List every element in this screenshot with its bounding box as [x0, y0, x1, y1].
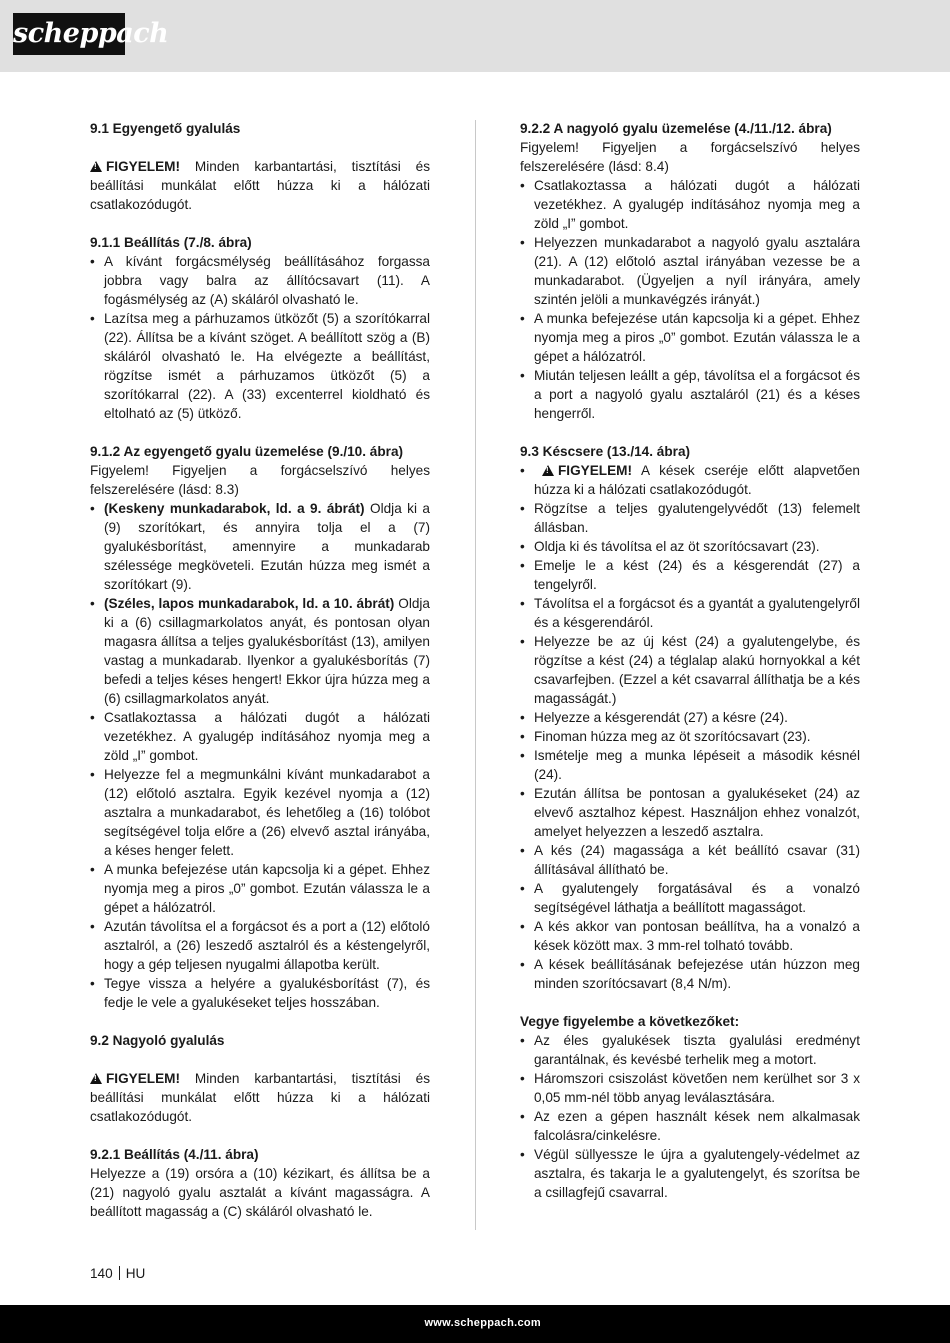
section-9-2-2-intro: Figyelem! Figyeljen a forgácselszívó helyes felszerelésére (lásd: 8.4): [520, 140, 860, 174]
section-9-2-2-title: 9.2.2 A nagyoló gyalu üzemelése (4./11./12. ábra): [520, 121, 832, 136]
list-item: • (Keskeny munkadarabok, ld. a 9. ábrát) Oldja ki a (9) szorítókart, és annyira tolja el a (7) gyalukésborítást, amennyire a munkadarab szélessége megköveteli. Ezután húzza meg ismét a szorítókart (9).: [90, 499, 430, 594]
note-list: [520, 1031, 860, 1202]
list-item: • Helyezzen munkadarabot a nagyoló gyalu asztalára (21). A (12) előtoló asztal irányában vezesse be a munkadarabot. (Ügyeljen a nyíl irányára, amely szintén jelöli a munkavégzés irányát.): [520, 233, 860, 309]
list-item: • A kívánt forgácsmélység beállításához forgassa jobbra vagy balra az állítócsavart (11). A fogásmélység az (A) skáláról olvasható le.: [90, 252, 430, 309]
list-item: • A kés akkor van pontosan beállítva, ha a vonalzó a kések között max. 3 mm-rel tolható tovább.: [520, 917, 860, 955]
list-item: • A munka befejezése után kapcsolja ki a gépet. Ehhez nyomja meg a piros „0” gombot. Ezután válassza le a gépet a hálózatról.: [90, 860, 430, 917]
list-item: • Az éles gyalukések tiszta gyalulási eredményt garantálnak, és kevésbé terhelik meg a motort.: [520, 1031, 860, 1069]
warning-icon: [90, 1073, 102, 1084]
list-item: • Csatlakoztassa a hálózati dugót a hálózati vezetékhez. A gyalugép indításához nyomja meg a zöld „I” gombot.: [90, 708, 430, 765]
list-item: • Rögzítse a teljes gyalutengelyvédőt (13) felemelt állásban.: [520, 499, 860, 537]
section-9-2-title: 9.2 Nagyoló gyalulás: [90, 1033, 225, 1048]
list-item: • Az ezen a gépen használt kések nem alkalmasak falcolásra/cinkelésre.: [520, 1107, 860, 1145]
language-code: HU: [125, 1266, 146, 1281]
list-item: • Miután teljesen leállt a gép, távolítsa el a forgácsot és a port a nagyoló gyalu asztaláról (21) és a késes hengerről.: [520, 366, 860, 423]
section-9-1-1-list: [90, 252, 430, 423]
list-item: • A gyalutengely forgatásával és a vonalzó segítségével láthatja a beállított magasságot.: [520, 879, 860, 917]
list-item: • Helyezze be az új kést (24) a gyalutengelybe, és rögzítse a kést (24) a téglalap alakú hornyokkal a két csavarfejben. (Ezzel a két csavarral állíthatja be a kés magasságát.): [520, 632, 860, 708]
page-footer: [90, 1264, 145, 1283]
website-link[interactable]: www.scheppach.com: [424, 1317, 541, 1329]
warning-icon: [90, 161, 102, 172]
list-item: • Helyezze fel a megmunkálni kívánt munkadarabot a (12) előtoló asztalra. Egyik kezével nyomja a (12) asztalra a munkadarabot, és lehetőleg a (16) tolóbot segítségével tolja előre a (26) elvevő asztal irányába, a késes henger felett.: [90, 765, 430, 860]
list-item: • (Széles, lapos munkadarabok, ld. a 10. ábrát) Oldja ki a (6) csillagmarkolatos anyát, és pontosan olyan magasra állítsa a teljes gyalukésborítást (13), amilyen vastag a munkadarab. Ilyenkor a gyalukésborítás (7) befedi a teljes késes hengert! Ekkor újra húzza meg a (6) csillagmarkolatos anyát.: [90, 594, 430, 708]
list-item: • Helyezze a késgerendát (27) a késre (24).: [520, 708, 860, 727]
section-9-1-1-title: 9.1.1 Beállítás (7./8. ábra): [90, 235, 252, 250]
list-item: • Finoman húzza meg az öt szorítócsavart (23).: [520, 727, 860, 746]
section-9-2-warning: !FIGYELEM! Minden karbantartási, tisztítási és beállítási munkálat előtt húzza ki a hálózati csatlakozódugót.: [90, 1069, 430, 1126]
warning-icon: [542, 465, 554, 476]
scheppach-logo: scheppach: [13, 13, 125, 55]
column-divider: [475, 120, 476, 1230]
section-9-1-warning: !FIGYELEM! Minden karbantartási, tisztítási és beállítási munkálat előtt húzza ki a hálózati csatlakozódugót.: [90, 157, 430, 214]
left-column: [90, 119, 430, 1221]
list-item: • A munka befejezése után kapcsolja ki a gépet. Ehhez nyomja meg a piros „0” gombot. Ezután válassza le a gépet a hálózatról.: [520, 309, 860, 366]
section-9-2-2-list: [520, 176, 860, 423]
list-item: • Ismételje meg a munka lépéseit a második késnél (24).: [520, 746, 860, 784]
list-item: • Végül süllyessze le újra a gyalutengely-védelmet az asztalra, és takarja le a gyalutengelyt, és szorítsa be a csillagfejű csavarral.: [520, 1145, 860, 1202]
header-bar: [0, 0, 950, 72]
page-number: 140: [90, 1266, 113, 1281]
list-item: • Emelje le a kést (24) és a késgerendát (27) a tengelyről.: [520, 556, 860, 594]
list-item: • Ezután állítsa be pontosan a gyalukéseket (24) az elvevő asztalhoz képest. Használjon ehhez vonalzót, amelyet helyezzen a leszedő asztalra.: [520, 784, 860, 841]
section-9-1-2-title: 9.1.2 Az egyengető gyalu üzemelése (9./10. ábra): [90, 444, 404, 459]
list-item: • Lazítsa meg a párhuzamos ütközőt (5) a szorítókarral (22). Állítsa be a kívánt szöget. A beállított szög a (B) skáláról olvasható le. Ha elvégezte a beállítást, rögzítse ismét a párhuzamos ütközőt (5) a szorítókarral (22). A (33) excenterrel kioldható és eltolható az (5) ütköző.: [90, 309, 430, 423]
section-9-1-2-intro: Figyelem! Figyeljen a forgácselszívó helyes felszerelésére (lásd: 8.3): [90, 463, 430, 497]
section-9-3-list: [520, 461, 860, 993]
list-item: • Oldja ki és távolítsa el az öt szorítócsavart (23).: [520, 537, 860, 556]
section-9-2-1-text: Helyezze a (19) orsóra a (10) kézikart, és állítsa be a (21) nagyoló gyalu asztalát a kívánt magasságra. A beállított magasság a (C) skáláról olvasható le.: [90, 1166, 430, 1219]
list-item: • A kés (24) magassága a két beállító csavar (31) állításával állítható be.: [520, 841, 860, 879]
list-item: • Azután távolítsa el a forgácsot és a port a (12) előtoló asztalról, a (26) leszedő asztalról és a késtengelyről, hogy a gép teljesen nyugalmi állapotba került.: [90, 917, 430, 974]
section-9-1-2-list: [90, 499, 430, 1012]
list-item: • Csatlakoztassa a hálózati dugót a hálózati vezetékhez. A gyalugép indításához nyomja meg a zöld „I” gombot.: [520, 176, 860, 233]
list-item-warning: !• FIGYELEM! A kések cseréje előtt alapvetően húzza ki a hálózati csatlakozódugót.: [520, 461, 860, 499]
list-item: • A kések beállításának befejezése után húzzon meg minden szorítócsavart (8,4 N/m).: [520, 955, 860, 993]
section-9-2-1-title: 9.2.1 Beállítás (4./11. ábra): [90, 1147, 259, 1162]
list-item: • Távolítsa el a forgácsot és a gyantát a gyalutengelyről és a késgerendáról.: [520, 594, 860, 632]
footer-bar: [0, 1305, 950, 1343]
list-item: • Háromszori csiszolást követően nem kerülhet sor 3 x 0,05 mm-nél több anyag leválasztására.: [520, 1069, 860, 1107]
section-9-3-title: 9.3 Késcsere (13./14. ábra): [520, 444, 691, 459]
note-title: Vegye figyelembe a következőket:: [520, 1014, 740, 1029]
list-item: • Tegye vissza a helyére a gyalukésborítást (7), és fedje le vele a gyalukéseket teljes hosszában.: [90, 974, 430, 1012]
section-9-1-title: 9.1 Egyengető gyalulás: [90, 121, 241, 136]
right-column: [520, 119, 860, 1202]
